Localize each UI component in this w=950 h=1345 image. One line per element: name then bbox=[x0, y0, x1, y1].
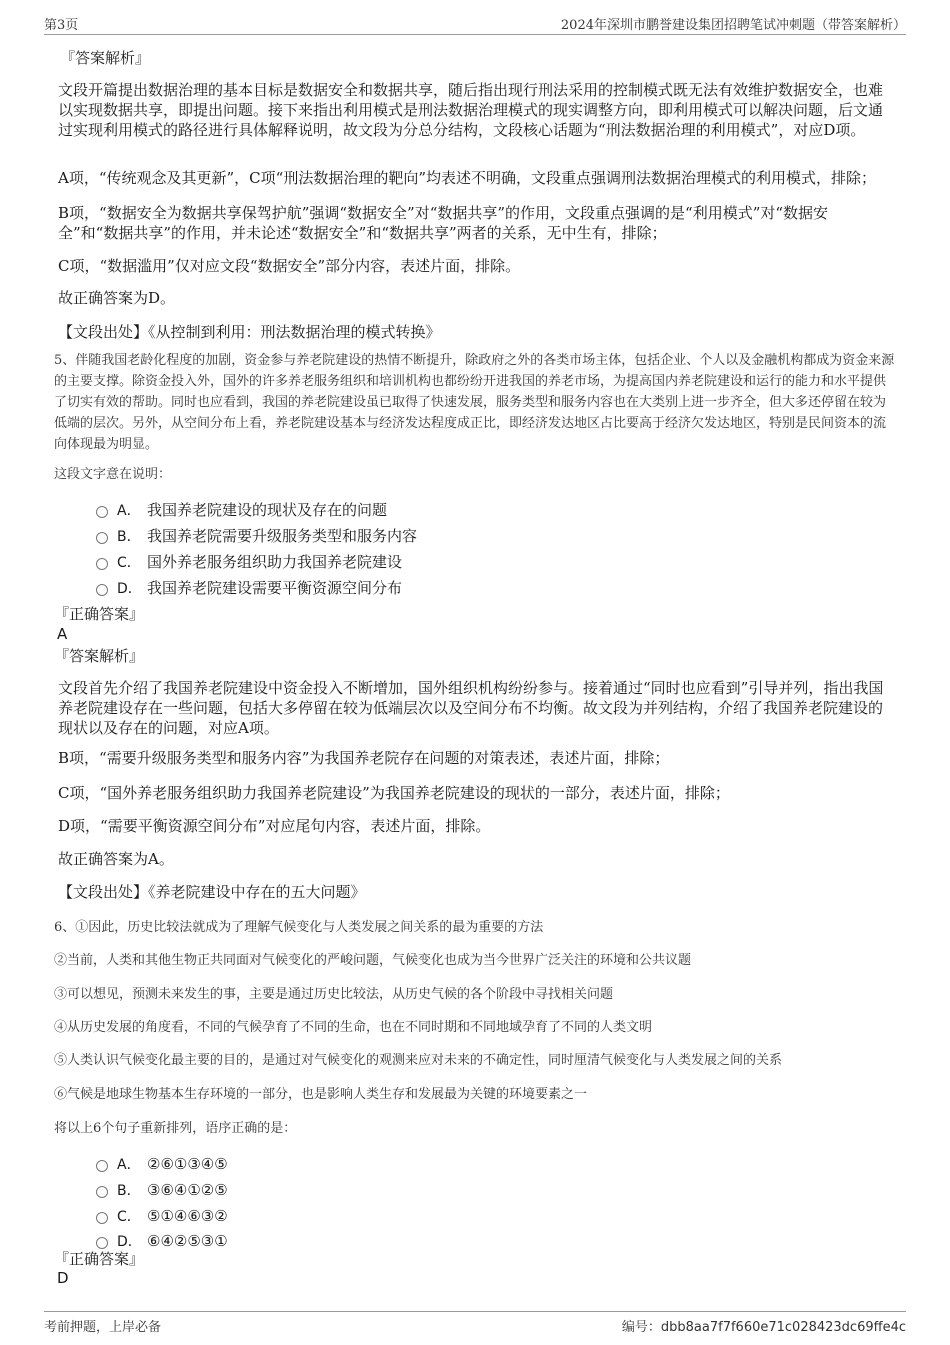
analysis-paragraph: 文段首先介绍了我国养老院建设中资金投入不断增加，国外组织机构纷纷参与。接着通过“同时也应看到”引导并列，指出我国养老院建设存在一些问题，包括大多停留在较为低端层次以及空间分布不均衡。故文段为并列结构，介绍了我国养老院建设的现状以及存在的问题，对应A项。 bbox=[58, 679, 884, 737]
option-letter: C． bbox=[117, 555, 141, 571]
radio-button[interactable] bbox=[96, 1237, 108, 1249]
question-stem: 5、伴随我国老龄化程度的加剧，资金参与养老院建设的热情不断提升，除政府之外的各类市场主体，包括企业、个人以及金融机构都成为资金来源的主要支撑。除资金投入外，国外的许多养老服务组织和培训机构也都纷纷开进我国的养老市场，为提高国内养老院建设和运行的能力和水平提供了切实有效的帮助。同时也应看到，我国的养老院建设虽已取得了快速发展，服务类型和服务内容也在大类别上进一步齐全，但大多还停留在较为低端的层次。另外，从空间分布上看，养老院建设基本与经济发达程度成正比，即经济发达地区占比要高于经济欠发达地区，特别是民间资本的流向体现最为明显。 bbox=[54, 353, 895, 452]
option-letter: B． bbox=[117, 529, 141, 545]
passage-source: 【文段出处】《从控制到利用：刑法数据治理的模式转换》 bbox=[58, 323, 441, 341]
option-letter: B． bbox=[117, 1183, 141, 1199]
page-header bbox=[44, 12, 906, 35]
option-text: ⑤①④⑥③② bbox=[147, 1207, 228, 1225]
page-footer bbox=[44, 1311, 906, 1334]
option-letter: A． bbox=[117, 503, 141, 519]
sentence-2: ②当前，人类和其他生物正共同面对气候变化的严峻问题，气候变化也成为当今世界广泛关注的环境和公共议题 bbox=[54, 953, 692, 968]
analysis-paragraph: 文段开篇提出数据治理的基本目标是数据安全和数据共享，随后指出现行刑法采用的控制模式既无法有效维护数据安全，也难以实现数据共享，即提出问题。接下来指出利用模式是刑法数据治理模式的现实调整方向，即利用模式可以解决问题，后文通过实现利用模式的路径进行具体解释说明，故文段为分总分结构，文段核心话题为“刑法数据治理的利用模式”，对应D项。 bbox=[58, 81, 884, 139]
document-title: 2024年深圳市鹏誉建设集团招聘笔试冲刺题（带答案解析） bbox=[560, 18, 906, 33]
radio-button[interactable] bbox=[96, 506, 108, 518]
option-b[interactable] bbox=[96, 1180, 228, 1201]
option-letter: C． bbox=[117, 1209, 141, 1225]
question-prompt: 将以上6个句子重新排列，语序正确的是： bbox=[54, 1121, 297, 1136]
option-letter: D． bbox=[117, 581, 142, 597]
document-code: 编号：dbb8aa7f7f660e71c028423dc69ffe4c bbox=[621, 1320, 906, 1335]
option-text: 我国养老院建设的现状及存在的问题 bbox=[147, 501, 388, 519]
option-b[interactable] bbox=[96, 526, 417, 547]
option-a[interactable] bbox=[96, 1154, 228, 1175]
option-letter: A． bbox=[117, 1157, 141, 1173]
page-number: 第3页 bbox=[44, 18, 79, 33]
radio-button[interactable] bbox=[96, 532, 108, 544]
radio-button[interactable] bbox=[96, 1160, 108, 1172]
option-text: ②⑥①③④⑤ bbox=[147, 1155, 228, 1173]
question-prompt: 这段文字意在说明： bbox=[54, 467, 172, 482]
correct-answer-label: 『正确答案』 bbox=[54, 605, 145, 623]
analysis-conclusion: 故正确答案为A。 bbox=[58, 850, 174, 868]
analysis-conclusion: 故正确答案为D。 bbox=[58, 289, 176, 307]
sentence-5: ⑤人类认识气候变化最主要的目的，是通过对气候变化的观测来应对未来的不确定性，同时厘清气候变化与人类发展之间的关系 bbox=[54, 1053, 783, 1068]
sentence-4: ④从历史发展的角度看，不同的气候孕育了不同的生命，也在不同时期和不同地域孕育了不同的人类文明 bbox=[54, 1020, 653, 1035]
option-text: 我国养老院需要升级服务类型和服务内容 bbox=[147, 527, 418, 545]
sentence-1: 6、①因此，历史比较法就成为了理解气候变化与人类发展之间关系的最为重要的方法 bbox=[54, 920, 544, 935]
analysis-paragraph: B项，“数据安全为数据共享保驾护航”强调“数据安全”对“数据共享”的作用，文段重点强调的是“利用模式”对“数据安全”和“数据共享”的作用，并未论述“数据安全”和“数据共享”两者的关系，无中生有，排除； bbox=[58, 204, 829, 242]
analysis-label: 『答案解析』 bbox=[60, 49, 151, 67]
option-a[interactable] bbox=[96, 500, 387, 521]
sentence-6: ⑥气候是地球生物基本生存环境的一部分，也是影响人类生存和发展最为关键的环境要素之一 bbox=[54, 1087, 588, 1102]
correct-answer-label: 『正确答案』 bbox=[54, 1250, 145, 1268]
radio-button[interactable] bbox=[96, 584, 108, 596]
analysis-paragraph: A项，“传统观念及其更新”，C项“刑法数据治理的靶向”均表述不明确，文段重点强调刑法数据治理模式的利用模式，排除； bbox=[58, 169, 876, 187]
radio-button[interactable] bbox=[96, 1212, 108, 1224]
option-text: ⑥④②⑤③① bbox=[147, 1232, 228, 1250]
option-c[interactable] bbox=[96, 552, 402, 573]
analysis-paragraph: B项，“需要升级服务类型和服务内容”为我国养老院存在问题的对策表述，表述片面，排除； bbox=[58, 749, 670, 767]
option-d[interactable] bbox=[96, 578, 402, 599]
option-text: 国外养老服务组织助力我国养老院建设 bbox=[147, 553, 403, 571]
analysis-label: 『答案解析』 bbox=[54, 647, 145, 665]
option-c[interactable] bbox=[96, 1206, 228, 1227]
analysis-paragraph: D项，“需要平衡资源空间分布”对应尾句内容，表述片面，排除。 bbox=[58, 817, 491, 835]
footer-slogan: 考前押题，上岸必备 bbox=[44, 1320, 162, 1335]
correct-answer: D bbox=[57, 1269, 69, 1287]
analysis-paragraph: C项，“数据滥用”仅对应文段“数据安全”部分内容，表述片面，排除。 bbox=[58, 257, 521, 275]
radio-button[interactable] bbox=[96, 1186, 108, 1198]
correct-answer: A bbox=[57, 625, 68, 643]
sentence-3: ③可以想见，预测未来发生的事，主要是通过历史比较法，从历史气候的各个阶段中寻找相关问题 bbox=[54, 987, 614, 1002]
option-text: 我国养老院建设需要平衡资源空间分布 bbox=[147, 579, 403, 597]
option-letter: D． bbox=[117, 1234, 142, 1250]
option-text: ③⑥④①②⑤ bbox=[147, 1181, 228, 1199]
passage-source: 【文段出处】《养老院建设中存在的五大问题》 bbox=[58, 883, 366, 901]
analysis-paragraph: C项，“国外养老服务组织助力我国养老院建设”为我国养老院建设的现状的一部分，表述片面，排除； bbox=[58, 784, 730, 802]
radio-button[interactable] bbox=[96, 558, 108, 570]
